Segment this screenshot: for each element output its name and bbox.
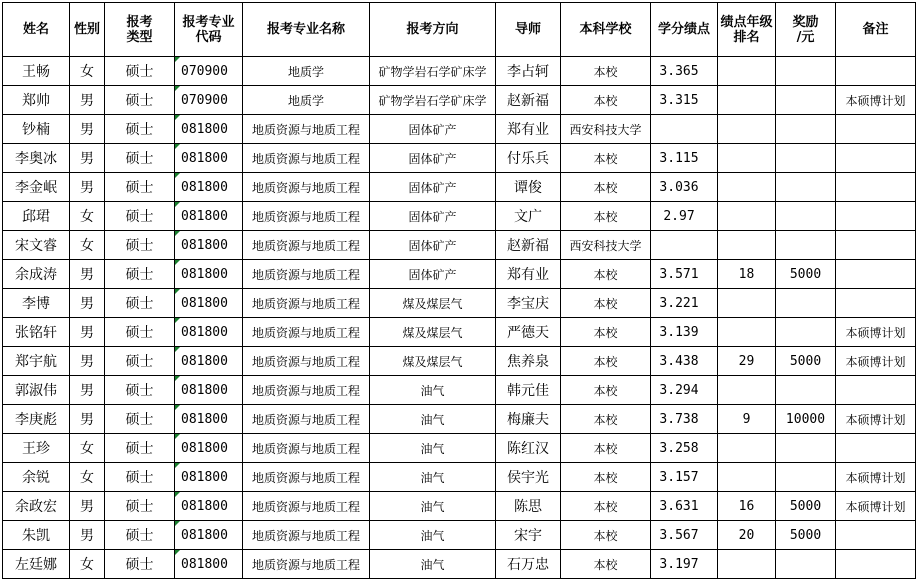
- cell-rank[interactable]: 29: [718, 347, 776, 376]
- cell-major[interactable]: 地质资源与地质工程: [243, 289, 370, 318]
- cell-teacher[interactable]: 严德天: [496, 318, 561, 347]
- cell-teacher[interactable]: 赵新福: [496, 86, 561, 115]
- cell-type[interactable]: 硕士: [105, 86, 175, 115]
- student-table: [2, 2, 916, 579]
- cell-code[interactable]: 081800: [175, 550, 243, 579]
- cell-gpa[interactable]: 3.631: [651, 492, 718, 521]
- cell-major[interactable]: 地质学: [243, 86, 370, 115]
- cell-direction[interactable]: 固体矿产: [370, 202, 496, 231]
- cell-name[interactable]: 郭淑伟: [3, 376, 70, 405]
- cell-code[interactable]: 081800: [175, 347, 243, 376]
- cell-gpa[interactable]: 3.221: [651, 289, 718, 318]
- cell-teacher[interactable]: 宋宇: [496, 521, 561, 550]
- cell-school[interactable]: 本校: [561, 347, 651, 376]
- table-row: [3, 405, 916, 434]
- cell-gender[interactable]: 男: [70, 376, 105, 405]
- cell-code[interactable]: 081800: [175, 202, 243, 231]
- cell-award[interactable]: 5000: [776, 492, 836, 521]
- cell-teacher[interactable]: 付乐兵: [496, 144, 561, 173]
- header-rank: 绩点年级 排名: [718, 3, 776, 57]
- cell-teacher[interactable]: 陈思: [496, 492, 561, 521]
- cell-note[interactable]: [836, 231, 916, 260]
- table-row: [3, 57, 916, 86]
- cell-name[interactable]: 王畅: [3, 57, 70, 86]
- cell-school[interactable]: 本校: [561, 463, 651, 492]
- cell-teacher[interactable]: 梅廉夫: [496, 405, 561, 434]
- cell-teacher[interactable]: 陈红汉: [496, 434, 561, 463]
- cell-type[interactable]: 硕士: [105, 231, 175, 260]
- cell-major[interactable]: 地质资源与地质工程: [243, 463, 370, 492]
- cell-rank[interactable]: [718, 318, 776, 347]
- cell-school[interactable]: 本校: [561, 318, 651, 347]
- cell-type[interactable]: 硕士: [105, 202, 175, 231]
- cell-award[interactable]: [776, 231, 836, 260]
- cell-gender[interactable]: 男: [70, 347, 105, 376]
- cell-teacher[interactable]: 侯宇光: [496, 463, 561, 492]
- table-row: [3, 144, 916, 173]
- cell-gender[interactable]: 男: [70, 86, 105, 115]
- cell-gpa[interactable]: 3.294: [651, 376, 718, 405]
- cell-teacher[interactable]: 焦养泉: [496, 347, 561, 376]
- cell-gender[interactable]: 男: [70, 318, 105, 347]
- cell-award[interactable]: [776, 86, 836, 115]
- table-row: [3, 376, 916, 405]
- table-row: [3, 347, 916, 376]
- cell-major[interactable]: 地质资源与地质工程: [243, 318, 370, 347]
- cell-name[interactable]: 张铭轩: [3, 318, 70, 347]
- cell-direction[interactable]: 固体矿产: [370, 260, 496, 289]
- cell-note[interactable]: [836, 144, 916, 173]
- cell-direction[interactable]: 油气: [370, 463, 496, 492]
- cell-note[interactable]: 本硕博计划: [836, 492, 916, 521]
- cell-rank[interactable]: 16: [718, 492, 776, 521]
- cell-award[interactable]: 5000: [776, 521, 836, 550]
- cell-gpa[interactable]: 3.139: [651, 318, 718, 347]
- cell-school[interactable]: 本校: [561, 173, 651, 202]
- cell-code[interactable]: 070900: [175, 86, 243, 115]
- cell-gender[interactable]: 女: [70, 231, 105, 260]
- cell-name[interactable]: 朱凯: [3, 521, 70, 550]
- cell-name[interactable]: 邱珺: [3, 202, 70, 231]
- cell-rank[interactable]: [718, 57, 776, 86]
- header-award: 奖励 /元: [776, 3, 836, 57]
- table-row: [3, 550, 916, 579]
- cell-rank[interactable]: [718, 202, 776, 231]
- cell-direction[interactable]: 矿物学岩石学矿床学: [370, 86, 496, 115]
- cell-teacher[interactable]: 石万忠: [496, 550, 561, 579]
- cell-major[interactable]: 地质资源与地质工程: [243, 492, 370, 521]
- cell-major[interactable]: 地质资源与地质工程: [243, 173, 370, 202]
- cell-major[interactable]: 地质学: [243, 57, 370, 86]
- cell-school[interactable]: 西安科技大学: [561, 115, 651, 144]
- cell-direction[interactable]: 固体矿产: [370, 144, 496, 173]
- cell-note[interactable]: [836, 289, 916, 318]
- header-note: 备注: [836, 3, 916, 57]
- cell-gpa[interactable]: 3.157: [651, 463, 718, 492]
- cell-direction[interactable]: 油气: [370, 492, 496, 521]
- cell-award[interactable]: [776, 376, 836, 405]
- cell-code[interactable]: 081800: [175, 318, 243, 347]
- cell-gpa[interactable]: 2.97: [651, 202, 718, 231]
- cell-teacher[interactable]: 赵新福: [496, 231, 561, 260]
- cell-school[interactable]: 本校: [561, 260, 651, 289]
- cell-code[interactable]: 081800: [175, 115, 243, 144]
- cell-teacher[interactable]: 韩元佳: [496, 376, 561, 405]
- cell-rank[interactable]: 9: [718, 405, 776, 434]
- cell-school[interactable]: 西安科技大学: [561, 231, 651, 260]
- cell-gender[interactable]: 男: [70, 521, 105, 550]
- cell-major[interactable]: 地质资源与地质工程: [243, 231, 370, 260]
- cell-name[interactable]: 郑宇航: [3, 347, 70, 376]
- cell-rank[interactable]: 20: [718, 521, 776, 550]
- cell-award[interactable]: 5000: [776, 347, 836, 376]
- cell-type[interactable]: 硕士: [105, 347, 175, 376]
- cell-gpa[interactable]: 3.115: [651, 144, 718, 173]
- cell-gender[interactable]: 男: [70, 405, 105, 434]
- header-name: 姓名: [3, 3, 70, 57]
- cell-name[interactable]: 李庚彪: [3, 405, 70, 434]
- cell-name[interactable]: 王珍: [3, 434, 70, 463]
- cell-note[interactable]: 本硕博计划: [836, 86, 916, 115]
- cell-gpa[interactable]: 3.197: [651, 550, 718, 579]
- cell-type[interactable]: 硕士: [105, 434, 175, 463]
- cell-type[interactable]: 硕士: [105, 521, 175, 550]
- cell-award[interactable]: [776, 173, 836, 202]
- cell-gpa[interactable]: 3.567: [651, 521, 718, 550]
- cell-name[interactable]: 李奥冰: [3, 144, 70, 173]
- cell-school[interactable]: 本校: [561, 434, 651, 463]
- cell-major[interactable]: 地质资源与地质工程: [243, 376, 370, 405]
- cell-note[interactable]: [836, 202, 916, 231]
- cell-code[interactable]: 081800: [175, 434, 243, 463]
- cell-type[interactable]: 硕士: [105, 405, 175, 434]
- cell-gender[interactable]: 男: [70, 115, 105, 144]
- cell-code[interactable]: 070900: [175, 57, 243, 86]
- cell-note[interactable]: [836, 173, 916, 202]
- cell-rank[interactable]: [718, 289, 776, 318]
- cell-note[interactable]: [836, 57, 916, 86]
- cell-major[interactable]: 地质资源与地质工程: [243, 521, 370, 550]
- cell-type[interactable]: 硕士: [105, 260, 175, 289]
- cell-direction[interactable]: 煤及煤层气: [370, 289, 496, 318]
- cell-name[interactable]: 郑帅: [3, 86, 70, 115]
- table-row: [3, 521, 916, 550]
- cell-code[interactable]: 081800: [175, 144, 243, 173]
- table-row: [3, 463, 916, 492]
- cell-rank[interactable]: [718, 173, 776, 202]
- cell-gpa[interactable]: 3.571: [651, 260, 718, 289]
- cell-direction[interactable]: 固体矿产: [370, 173, 496, 202]
- cell-gender[interactable]: 女: [70, 57, 105, 86]
- cell-note[interactable]: [836, 521, 916, 550]
- cell-name[interactable]: 宋文睿: [3, 231, 70, 260]
- cell-note[interactable]: 本硕博计划: [836, 405, 916, 434]
- cell-gpa[interactable]: 3.365: [651, 57, 718, 86]
- cell-code[interactable]: 081800: [175, 405, 243, 434]
- cell-school[interactable]: 本校: [561, 492, 651, 521]
- cell-gender[interactable]: 男: [70, 144, 105, 173]
- table-row: [3, 289, 916, 318]
- cell-school[interactable]: 本校: [561, 521, 651, 550]
- cell-gender[interactable]: 女: [70, 550, 105, 579]
- cell-teacher[interactable]: 郑有业: [496, 260, 561, 289]
- cell-code[interactable]: 081800: [175, 260, 243, 289]
- table-row: [3, 318, 916, 347]
- cell-major[interactable]: 地质资源与地质工程: [243, 144, 370, 173]
- cell-rank[interactable]: [718, 231, 776, 260]
- cell-type[interactable]: 硕士: [105, 115, 175, 144]
- cell-gender[interactable]: 男: [70, 289, 105, 318]
- cell-note[interactable]: [836, 376, 916, 405]
- cell-type[interactable]: 硕士: [105, 492, 175, 521]
- cell-code[interactable]: 081800: [175, 173, 243, 202]
- cell-award[interactable]: [776, 144, 836, 173]
- cell-direction[interactable]: 油气: [370, 550, 496, 579]
- cell-name[interactable]: 左廷娜: [3, 550, 70, 579]
- cell-gender[interactable]: 女: [70, 202, 105, 231]
- cell-major[interactable]: 地质资源与地质工程: [243, 260, 370, 289]
- cell-name[interactable]: 李金岷: [3, 173, 70, 202]
- cell-school[interactable]: 本校: [561, 202, 651, 231]
- cell-direction[interactable]: 油气: [370, 405, 496, 434]
- cell-rank[interactable]: [718, 550, 776, 579]
- table-row: [3, 86, 916, 115]
- cell-major[interactable]: 地质资源与地质工程: [243, 405, 370, 434]
- cell-gpa[interactable]: 3.036: [651, 173, 718, 202]
- cell-school[interactable]: 本校: [561, 550, 651, 579]
- table-row: [3, 492, 916, 521]
- cell-direction[interactable]: 固体矿产: [370, 231, 496, 260]
- header-gender: 性别: [70, 3, 105, 57]
- cell-award[interactable]: 5000: [776, 260, 836, 289]
- table-row: [3, 231, 916, 260]
- cell-type[interactable]: 硕士: [105, 173, 175, 202]
- cell-gender[interactable]: 女: [70, 434, 105, 463]
- cell-note[interactable]: [836, 260, 916, 289]
- cell-major[interactable]: 地质资源与地质工程: [243, 115, 370, 144]
- cell-note[interactable]: [836, 434, 916, 463]
- cell-code[interactable]: 081800: [175, 463, 243, 492]
- cell-teacher[interactable]: 谭俊: [496, 173, 561, 202]
- cell-name[interactable]: 李博: [3, 289, 70, 318]
- cell-type[interactable]: 硕士: [105, 318, 175, 347]
- cell-gender[interactable]: 男: [70, 260, 105, 289]
- cell-school[interactable]: 本校: [561, 289, 651, 318]
- cell-code[interactable]: 081800: [175, 492, 243, 521]
- cell-code[interactable]: 081800: [175, 521, 243, 550]
- cell-award[interactable]: [776, 202, 836, 231]
- cell-gender[interactable]: 女: [70, 463, 105, 492]
- cell-major[interactable]: 地质资源与地质工程: [243, 202, 370, 231]
- cell-school[interactable]: 本校: [561, 57, 651, 86]
- cell-code[interactable]: 081800: [175, 376, 243, 405]
- header-direction: 报考方向: [370, 3, 496, 57]
- cell-rank[interactable]: 18: [718, 260, 776, 289]
- cell-rank[interactable]: [718, 86, 776, 115]
- cell-name[interactable]: 余政宏: [3, 492, 70, 521]
- cell-direction[interactable]: 油气: [370, 521, 496, 550]
- cell-gpa[interactable]: 3.258: [651, 434, 718, 463]
- cell-gpa[interactable]: 3.438: [651, 347, 718, 376]
- header-row: [3, 3, 916, 57]
- cell-award[interactable]: [776, 57, 836, 86]
- cell-gpa[interactable]: 3.738: [651, 405, 718, 434]
- cell-rank[interactable]: [718, 434, 776, 463]
- cell-rank[interactable]: [718, 463, 776, 492]
- cell-rank[interactable]: [718, 115, 776, 144]
- cell-type[interactable]: 硕士: [105, 57, 175, 86]
- cell-school[interactable]: 本校: [561, 376, 651, 405]
- cell-award[interactable]: 10000: [776, 405, 836, 434]
- cell-award[interactable]: [776, 434, 836, 463]
- cell-note[interactable]: 本硕博计划: [836, 463, 916, 492]
- cell-type[interactable]: 硕士: [105, 550, 175, 579]
- header-type: 报考 类型: [105, 3, 175, 57]
- cell-note[interactable]: [836, 550, 916, 579]
- cell-major[interactable]: 地质资源与地质工程: [243, 347, 370, 376]
- cell-teacher[interactable]: 文广: [496, 202, 561, 231]
- cell-name[interactable]: 钞楠: [3, 115, 70, 144]
- cell-gpa[interactable]: 3.315: [651, 86, 718, 115]
- cell-major[interactable]: 地质资源与地质工程: [243, 434, 370, 463]
- header-gpa: 学分绩点: [651, 3, 718, 57]
- cell-school[interactable]: 本校: [561, 405, 651, 434]
- cell-type[interactable]: 硕士: [105, 289, 175, 318]
- cell-gpa[interactable]: [651, 231, 718, 260]
- cell-rank[interactable]: [718, 376, 776, 405]
- header-major: 报考专业名称: [243, 3, 370, 57]
- table-row: [3, 202, 916, 231]
- cell-direction[interactable]: 矿物学岩石学矿床学: [370, 57, 496, 86]
- cell-type[interactable]: 硕士: [105, 463, 175, 492]
- cell-teacher[interactable]: 李宝庆: [496, 289, 561, 318]
- cell-gender[interactable]: 男: [70, 492, 105, 521]
- cell-major[interactable]: 地质资源与地质工程: [243, 550, 370, 579]
- cell-direction[interactable]: 固体矿产: [370, 115, 496, 144]
- table-row: [3, 260, 916, 289]
- table-row: [3, 434, 916, 463]
- cell-note[interactable]: 本硕博计划: [836, 347, 916, 376]
- header-code: 报考专业 代码: [175, 3, 243, 57]
- cell-code[interactable]: 081800: [175, 289, 243, 318]
- cell-award[interactable]: [776, 289, 836, 318]
- cell-teacher[interactable]: 李占轲: [496, 57, 561, 86]
- cell-school[interactable]: 本校: [561, 144, 651, 173]
- table-row: [3, 173, 916, 202]
- cell-note[interactable]: [836, 115, 916, 144]
- cell-name[interactable]: 余成涛: [3, 260, 70, 289]
- cell-school[interactable]: 本校: [561, 86, 651, 115]
- cell-direction[interactable]: 油气: [370, 434, 496, 463]
- cell-rank[interactable]: [718, 144, 776, 173]
- table-row: [3, 115, 916, 144]
- cell-note[interactable]: 本硕博计划: [836, 318, 916, 347]
- table-body: [3, 57, 916, 579]
- cell-code[interactable]: 081800: [175, 231, 243, 260]
- cell-award[interactable]: [776, 318, 836, 347]
- cell-direction[interactable]: 煤及煤层气: [370, 347, 496, 376]
- cell-type[interactable]: 硕士: [105, 376, 175, 405]
- header-school: 本科学校: [561, 3, 651, 57]
- cell-name[interactable]: 余锐: [3, 463, 70, 492]
- cell-type[interactable]: 硕士: [105, 144, 175, 173]
- cell-direction[interactable]: 煤及煤层气: [370, 318, 496, 347]
- cell-award[interactable]: [776, 115, 836, 144]
- cell-award[interactable]: [776, 463, 836, 492]
- cell-gender[interactable]: 男: [70, 173, 105, 202]
- cell-direction[interactable]: 油气: [370, 376, 496, 405]
- cell-award[interactable]: [776, 550, 836, 579]
- cell-gpa[interactable]: [651, 115, 718, 144]
- cell-teacher[interactable]: 郑有业: [496, 115, 561, 144]
- header-teacher: 导师: [496, 3, 561, 57]
